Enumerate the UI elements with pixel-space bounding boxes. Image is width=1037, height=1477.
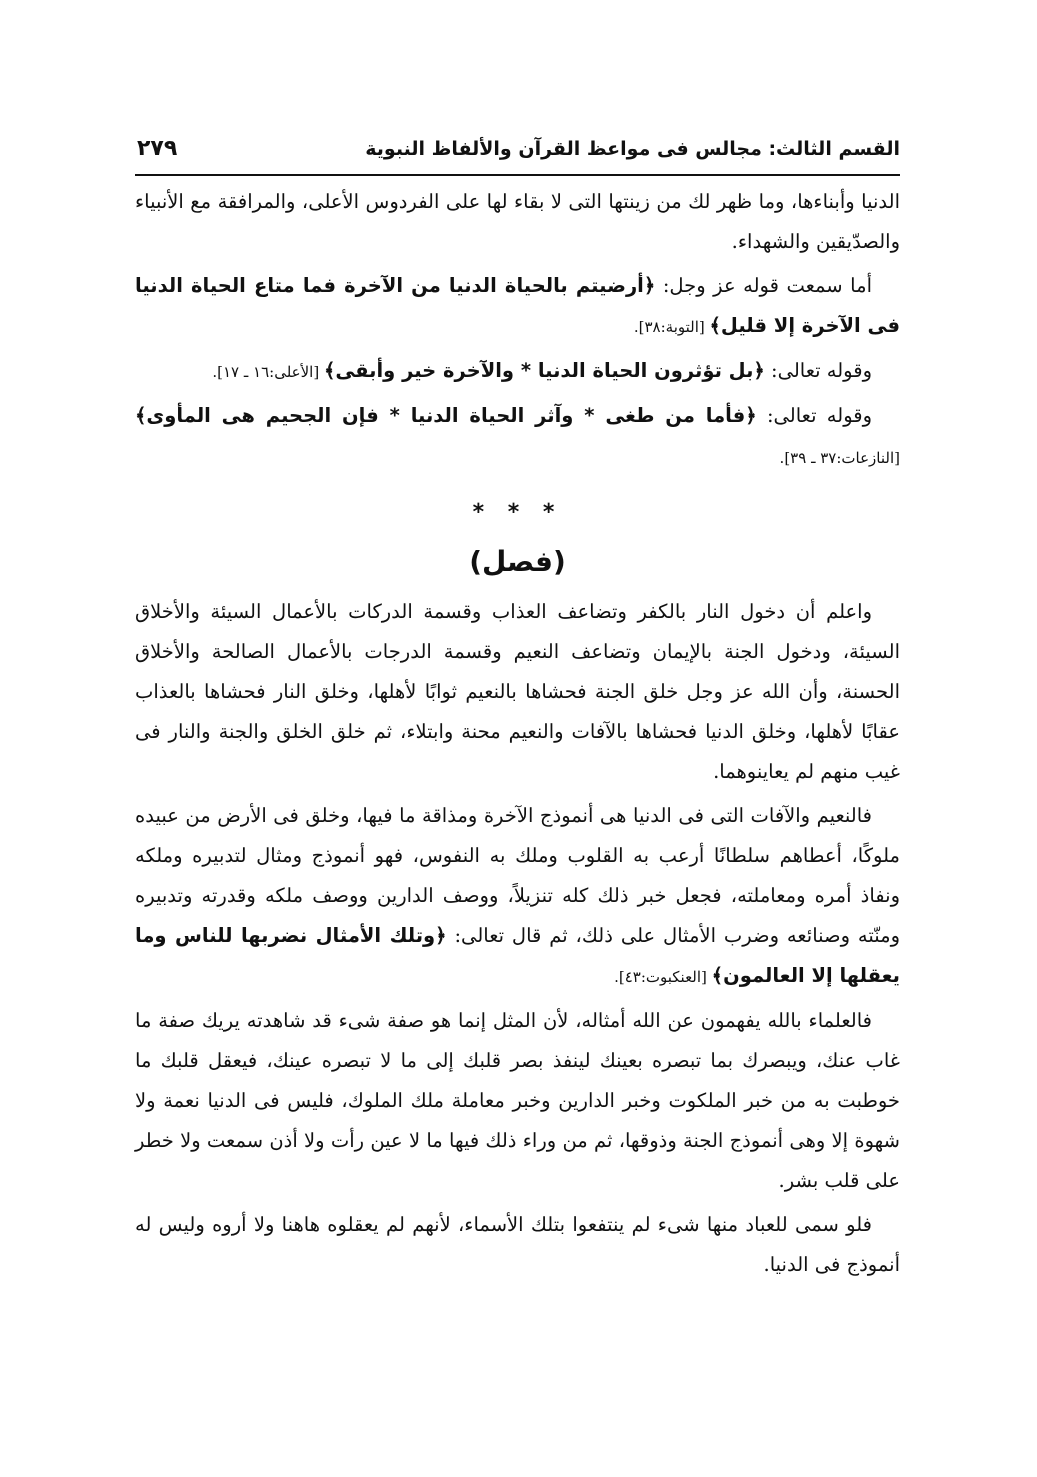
header-title: القسم الثالث: مجالس فى مواعظ القرآن والألفاظ النبوية: [365, 138, 900, 160]
page-number: ٢٧٩: [137, 136, 178, 161]
verse-reference-naziat: [النازعات:٣٧ ـ ٣٩].: [779, 449, 900, 467]
paragraph-7: فالعلماء بالله يفهمون عن الله أمثاله، لأن المثل إنما هو صفة شىء قد شاهدته يريك صفة ما غاب عنك، ويبصرك بما تبصره بعينك لينفذ بصر قلبك إلى ما لا تبصره عينك، فيعقل قلبك ما خوطبت به من خبر الملكوت وخبر الدارين وخبر معاملة ملك الملوك، فليس فى الدنيا نعمة ولا شهوة إلا وهى أنموذج الجنة وذوقها، ثم من وراء ذلك فيها ما لا عين رأت ولا أذن سمعت ولا خطر على قلب بشر.: [135, 1009, 900, 1192]
verse-reference-ankabut: [العنكبوت:٤٣].: [614, 968, 712, 986]
paragraph-1: الدنيا وأبناءها، وما ظهر لك من زينتها التى لا بقاء لها على الفردوس الأعلى، والمرافقة مع الأنبياء والصدّيقين والشهداء.: [135, 190, 900, 253]
paragraph-4-lead: وقوله تعالى:: [756, 404, 872, 427]
section-divider: * * *: [472, 500, 563, 525]
paragraph-3: [135, 351, 900, 392]
quran-verse-ala: ﴿بل تؤثرون الحياة الدنيا * والآخرة خير وأبقى﴾: [323, 359, 765, 382]
paragraph-4: [135, 396, 900, 478]
verse-reference-ala: [الأعلى:١٦ ـ ١٧].: [212, 363, 324, 381]
paragraph-8: فلو سمى للعباد منها شىء لم ينتفعوا بتلك الأسماء، لأنهم لم يعقلوه هاهنا ولا أروه وليس له أنموذج فى الدنيا.: [135, 1213, 900, 1276]
paragraph-3-lead: وقوله تعالى:: [764, 359, 872, 382]
quran-verse-naziat: ﴿فأما من طغى * وآثر الحياة الدنيا * فإن الجحيم هى المأوى﴾: [135, 404, 757, 427]
verse-reference-tawbah: [التوبة:٣٨].: [633, 318, 710, 336]
document-page: [135, 128, 900, 1285]
paragraph-6: [135, 796, 900, 997]
quran-verse-ankabut: ﴿وتلك الأمثال نضربها للناس وما يعقلها إلا العالمون﴾: [135, 924, 900, 987]
paragraph-6-text: فالنعيم والآفات التى فى الدنيا هى أنموذج الآخرة ومذاقة ما فيها، وخلق فى الأرض من عبيده ملوكًا، أعطاهم سلطانًا أرعب به القلوب وملك به النفوس، فهو أنموذج ومثال لتدبيره وملكه ونفاذ أمره ومعاملته، فجعل خبر ذلك كله تنزيلاً، ووصف الدارين ووصف ملكه وقدرته وتدبيره ومنّته وصنائعه وضرب الأمثال على ذلك، ثم قال تعالى:: [135, 804, 900, 947]
quran-verse-tawbah: ﴿أرضيتم بالحياة الدنيا من الآخرة فما متاع الحياة الدنيا فى الآخرة إلا قليل﴾: [135, 274, 900, 337]
paragraph-2: [135, 266, 900, 347]
section-title: (فصل): [469, 545, 566, 578]
paragraph-5: واعلم أن دخول النار بالكفر وتضاعف العذاب وقسمة الدركات بالأعمال السيئة والأخلاق السيئة، ودخول الجنة بالإيمان وتضاعف النعيم وقسمة الدرجات بالأعمال الصالحة والأخلاق الحسنة، وأن الله عز وجل خلق الجنة فحشاها بالنعيم ثوابًا لأهلها، وخلق النار فحشاها بالعذاب عقابًا لأهلها، وخلق الدنيا فحشاها بالآفات والنعيم محنة وابتلاء، ثم خلق الخلق والجنة والنار فى غيب منهم لم يعاينوهما.: [135, 600, 900, 783]
running-header: [135, 128, 900, 176]
paragraph-2-lead: أما سمعت قوله عز وجل:: [655, 274, 872, 297]
